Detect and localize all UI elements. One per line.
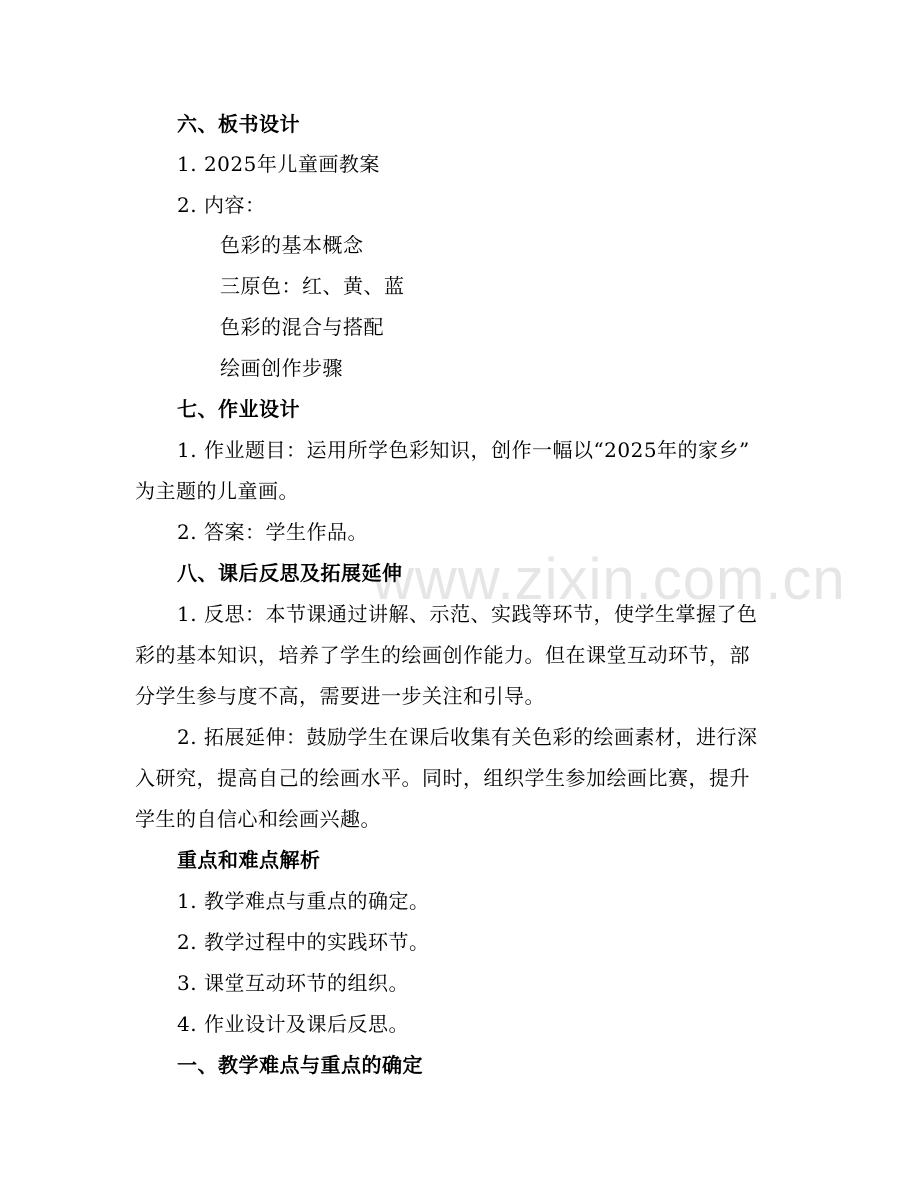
paragraph-line: 分学生参与度不高，需要进一步关注和引导。 [135,684,545,708]
paragraph-line: 入研究，提高自己的绘画水平。同时，组织学生参加绘画比赛，提升 [135,766,750,790]
watermark: www.zixin.com.cn [372,547,846,612]
list-item: 3. 课堂互动环节的组织。 [177,971,409,995]
list-item: 4. 作业设计及课后反思。 [177,1012,409,1036]
paragraph-line: 1. 2025年儿童画教案 [177,152,380,176]
paragraph-line: 彩的基本知识，培养了学生的绘画创作能力。但在课堂互动环节，部 [135,643,750,667]
section-heading-homework: 七、作业设计 [177,397,300,421]
section-heading-board-design: 六、板书设计 [177,112,300,136]
paragraph-line: 2. 拓展延伸：鼓励学生在课后收集有关色彩的绘画素材，进行深 [177,725,758,749]
content-item: 色彩的基本概念 [220,233,364,257]
list-item: 2. 教学过程中的实践环节。 [177,930,430,954]
section-heading-key-points: 重点和难点解析 [177,848,321,872]
paragraph-line: 1. 反思：本节课通过讲解、示范、实践等环节，使学生掌握了色 [177,602,758,626]
content-item: 色彩的混合与搭配 [220,315,384,339]
section-heading-teaching-focus: 一、教学难点与重点的确定 [177,1053,423,1077]
paragraph-line: 2. 答案：学生作品。 [177,520,368,544]
list-item: 1. 教学难点与重点的确定。 [177,889,430,913]
paragraph-line: 为主题的儿童画。 [135,479,299,503]
content-item: 绘画创作步骤 [220,356,343,380]
section-heading-reflection: 八、课后反思及拓展延伸 [177,561,403,585]
paragraph-line: 2. 内容： [177,193,266,217]
paragraph-line: 1. 作业题目：运用所学色彩知识，创作一幅以“2025年的家乡” [177,438,750,462]
content-item: 三原色：红、黄、蓝 [220,274,405,298]
paragraph-line: 学生的自信心和绘画兴趣。 [135,807,381,831]
